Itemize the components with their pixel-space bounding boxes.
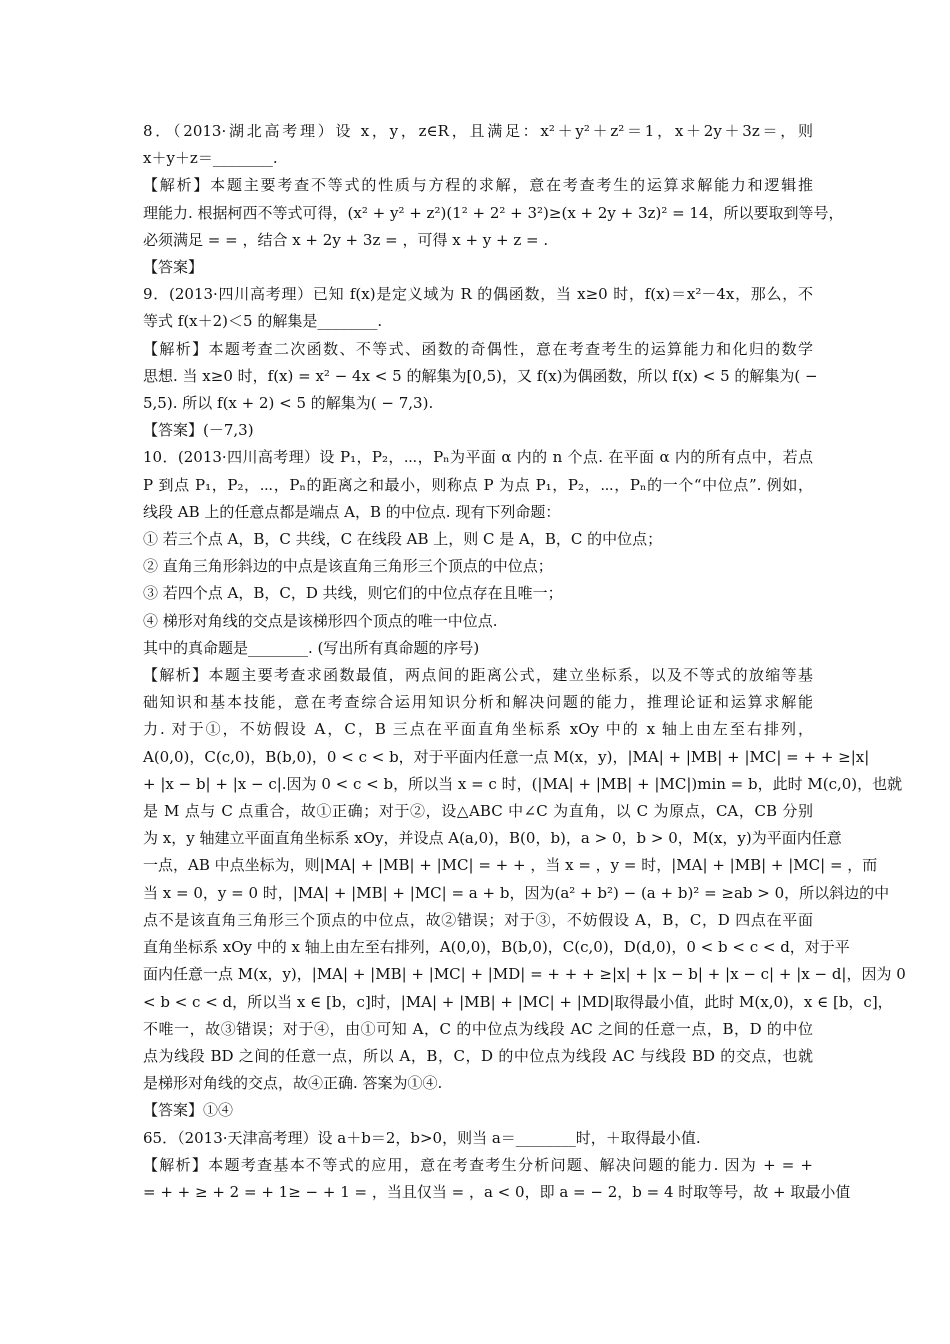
- q9-analysis-line-2: 思想. 当 x≥0 时，f(x) = x² − 4x < 5 的解集为[0,5)，又 f(x)为偶函数，所以 f(x) < 5 的解集为( −: [143, 366, 818, 385]
- q8-analysis-line-2: 理能力. 根据柯西不等式可得，(x² + y² + z²)(1² + 2² + 3²)≥(x + 2y + 3z)² = 14，所以要取到等号，: [143, 203, 844, 222]
- q10-analysis-line-9: 当 x = 0，y = 0 时，|MA| + |MB| + |MC| = a + b，因为(a² + b²) − (a + b)² = ≥ab > 0，所以斜边的中: [143, 883, 890, 902]
- q9-line-1: 9．(2013·四川高考理）已知 f(x)是定义域为 R 的偶函数，当 x≥0 时，f(x)＝x²－4x，那么，不: [143, 285, 813, 304]
- q10-analysis-line-2: 础知识和基本技能，意在考查综合运用知识分析和解决问题的能力，推理论证和运算求解能: [143, 693, 813, 712]
- q8-analysis-line-1: 【解析】本题主要考查不等式的性质与方程的求解，意在考查考生的运算求解能力和逻辑推: [143, 176, 813, 195]
- q10-line-1: 10．(2013·四川高考理）设 P₁，P₂，⋯，Pₙ为平面 α 内的 n 个点. 在平面 α 内的所有点中，若点: [143, 448, 813, 467]
- q10-analysis-line-15: 点为线段 BD 之间的任意一点，所以 A，B，C，D 的中位点为线段 AC 与线段 BD 的交点，也就: [143, 1046, 813, 1065]
- q10-answer: 【答案】①④: [143, 1101, 234, 1120]
- q8-line-2: x＋y＋z＝________.: [143, 149, 278, 168]
- q10-analysis-line-14: 不唯一，故③错误；对于④，由①可知 A，C 的中位点为线段 AC 之间的任意一点，B，D 的中位: [143, 1019, 813, 1038]
- q9-answer: 【答案】(－7,3): [143, 421, 254, 440]
- q9-analysis-line-3: 5,5). 所以 f(x + 2) < 5 的解集为( − 7,3).: [143, 394, 434, 413]
- q10-analysis-line-4: A(0,0)，C(c,0)，B(b,0)，0 < c < b，对于平面内任意一点 M(x，y)，|MA| + |MB| + |MC| = + + ≥|x|: [143, 747, 870, 766]
- q10-line-2: P 到点 P₁，P₂，⋯，Pₙ的距离之和最小，则称点 P 为点 P₁，P₂，⋯，Pₙ的一个“中位点”. 例如，: [143, 475, 813, 494]
- q9-line-2: 等式 f(x＋2)＜5 的解集是________.: [143, 312, 383, 331]
- q10-analysis-line-11: 直角坐标系 xOy 中的 x 轴上由左至右排列，A(0,0)，B(b,0)，C(c,0)，D(d,0)，0 < b < c < d，对于平: [143, 938, 850, 957]
- q10-proposition-4: ④ 梯形对角线的交点是该梯形四个顶点的唯一中位点.: [143, 611, 498, 630]
- q10-analysis-line-5: + |x − b| + |x − c|.因为 0 < c < b，所以当 x = c 时，(|MA| + |MB| + |MC|)min = b，此时 M(c,0)，也就: [143, 774, 903, 793]
- q8-line-1: 8．（2013·湖北高考理）设 x，y，z∈R，且满足：x²＋y²＋z²＝1，x＋2y＋3z＝，则: [143, 122, 813, 140]
- q10-analysis-line-12: 面内任意一点 M(x，y)，|MA| + |MB| + |MC| + |MD| = + + + ≥|x| + |x − b| + |x − c| + |x − d|，因为 0: [143, 965, 906, 984]
- q10-proposition-2: ② 直角三角形斜边的中点是该直角三角形三个顶点的中位点；: [143, 557, 553, 576]
- q10-analysis-line-7: 为 x，y 轴建立平面直角坐标系 xOy，并设点 A(a,0)，B(0，b)，a > 0，b > 0，M(x，y)为平面内任意: [143, 829, 842, 848]
- q10-proposition-3: ③ 若四个点 A，B，C，D 共线，则它们的中位点存在且唯一；: [143, 584, 563, 603]
- q65-analysis-line-1: 【解析】本题考查基本不等式的应用，意在考查考生分析问题、解决问题的能力. 因为 + = +: [143, 1155, 813, 1174]
- q10-analysis-line-16: 是梯形对角线的交点，故④正确. 答案为①④.: [143, 1074, 443, 1093]
- q10-analysis-line-6: 是 M 点与 C 点重合，故①正确；对于②，设△ABC 中∠C 为直角，以 C 为原点，CA，CB 分别: [143, 802, 813, 821]
- q10-proposition-1: ① 若三个点 A，B，C 共线，C 在线段 AB 上，则 C 是 A，B，C 的中位点；: [143, 530, 663, 549]
- q10-question: 其中的真命题是________. (写出所有真命题的序号): [143, 638, 480, 657]
- q10-analysis-line-13: < b < c < d，所以当 x ∈ [b，c]时，|MA| + |MB| + |MC| + |MD|取得最小值，此时 M(x,0)，x ∈ [b，c]，: [143, 992, 893, 1011]
- q65-analysis-line-2: = + + ≥ + 2 = + 1≥ − + 1 = ，当且仅当 = ，a < 0，即 a = − 2，b = 4 时取等号，故 + 取最小值: [143, 1182, 851, 1201]
- q8-answer: 【答案】: [143, 258, 204, 277]
- q65-line-1: 65．（2013·天津高考理）设 a＋b＝2，b>0，则当 a＝________时，＋取得最小值.: [143, 1128, 701, 1147]
- document-body: [143, 118, 906, 1206]
- q10-line-3: 线段 AB 上的任意点都是端点 A，B 的中位点. 现有下列命题：: [143, 502, 561, 521]
- q10-analysis-line-10: 点不是该直角三角形三个顶点的中位点，故②错误；对于③，不妨假设 A，B，C，D 四点在平面: [143, 910, 813, 929]
- q9-analysis-line-1: 【解析】本题考查二次函数、不等式、函数的奇偶性，意在考查考生的运算能力和化归的数学: [143, 339, 813, 358]
- q10-analysis-line-3: 力. 对于①，不妨假设 A，C，B 三点在平面直角坐标系 xOy 中的 x 轴上由左至右排列，: [143, 720, 813, 739]
- q10-analysis-line-1: 【解析】本题主要考查求函数最值，两点间的距离公式，建立坐标系，以及不等式的放缩等基: [143, 666, 813, 685]
- q8-analysis-line-3: 必须满足 = = ，结合 x + 2y + 3z = ，可得 x + y + z = .: [143, 230, 549, 249]
- q10-analysis-line-8: 一点，AB 中点坐标为，则|MA| + |MB| + |MC| = + + ，当 x = ，y = 时，|MA| + |MB| + |MC| = ，而: [143, 856, 878, 875]
